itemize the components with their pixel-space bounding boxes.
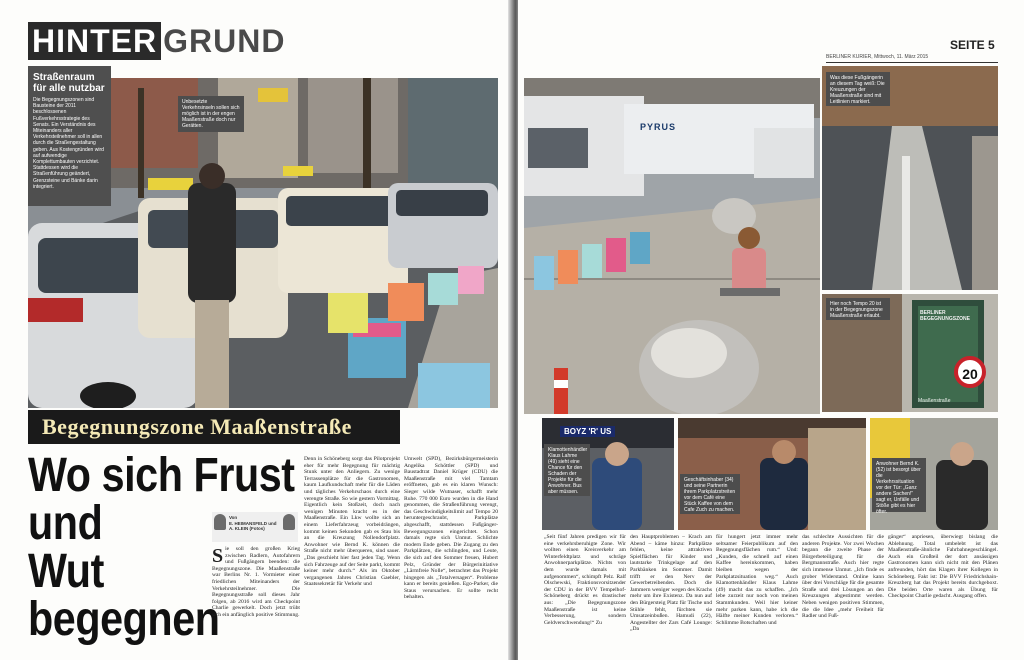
right-column-1: „Seit fünf Jahren predigen wir für eine verkehrsberuhigte Zone. Wir wollten einen Kreisverkehr am Winterfeldtplatz und schräge Anwohnerparkplätze. Nichts von dem wurde damals mit aufgenommen“, schimpft Pelz. Ralf Olschewski, Fraktionsvorsitzender der CDU in der BVV Tempelhof-Schöneberg drückt es drastischer aus: „Die Begegnungszone Maaßenstraße ist keine Verbesserung, sondern Geldverschwendung!“ Zu	[544, 534, 626, 626]
right-column-4: das schlechte Aussichten für die anderen Projekte. Vor zwei Wochen begann die zweite Phase der Bürgerbeteiligung für die Bergmannstraße. Auch hier regte sich immense Unmut. „Ich finde es grober Widerstand. Online kann über drei Vorschläge für die gesamte Straße und drei Lösungen an den Kreuzungen abgestimmt werden. Neben wenigen positiven Stimmen, die die Idee „mehr Freiheit für Radler und Fuß-	[802, 534, 884, 620]
masthead-line: BERLINER KURIER, Mittwoch, 11. März 2015	[826, 54, 929, 60]
kicker-grund: GRUND	[163, 22, 286, 59]
headline-line-1: Wo sich Frust	[28, 449, 295, 502]
kicker-hinter: HINTER	[28, 22, 161, 60]
sign-title: BERLINER BEGEGNUNGSZONE	[920, 310, 971, 322]
caption-top-right: Was diese Fußgängerin an diesem Tag weiß: Die Kreuzungen der Maaßenstraße sind mit Leitlinien markiert.	[826, 72, 890, 106]
truck-brand: PYRUS	[640, 122, 677, 132]
top-rule	[826, 62, 998, 63]
page-number: SEITE 5	[950, 38, 995, 52]
dropcap: S	[212, 546, 224, 567]
byline-authors: E. HEIMANSFELD und A. KLEIN (Fotos)	[229, 521, 277, 532]
byline-von: Von	[229, 515, 238, 520]
shop-sign: BOYZ 'R' US	[560, 426, 615, 437]
caption-cafe: Geschäftsinhaber (34) und seine Partnerin ihrem Parkplatzstreiten vor dem Café eine Stück Kaffee von dem Cafe Zuch zu machen.	[680, 474, 740, 514]
section-label: Begegnungszone Maaßenstraße	[28, 410, 400, 444]
left-column-2: Denn in Schöneberg sorgt das Pilotprojekt eher für mehr Begegnung für mächtig Stunk unter den Anliegern. Zu wenige Terrassenplätze für die Gastronomen, kaum Laufkundschaft mehr für die Läden und tägliches Verkehrschaos durch eine verengte Straße. So wie gestern Vormittag. Eigentlich kein Stoßzeit, doch nach wenigen Minuten kracht es in der Maaßenstraße. Ein Lkw wollte sich an einem Lieferfahrzeug vorbeidrängen, kommt keinen Sekunden gab es Stau bis an die Kreuzung Nollendorfplatz. Anwohner wie Bernd K. können die Straße nicht mehr überqueren, sind sauer. „Das geschieht hier fast jeden Tag. Wenn sich Fahrzeuge auf der Seite parkt, kommt keiner mehr durch.“ Als im Oktober vergangenen Jahres Christian Gaebler, Staatssekretär für Verkehr und	[304, 456, 400, 588]
photo-caption: Unbesetzte Verkehrsinseln sollen sich möglich ist in der engen Maaßenstraße doch nur Gerätten.	[178, 96, 244, 132]
right-column-5: gänger“ anpriesen, überwiegt bislang die Ablehnung. Total umbelebt ist das Maaßenstraße-ähnliche Fahrbahnegeschlängel. Auch ein Großteil der dort ansässigen Gastronomen kann sich nicht mit den Plänen anfreunden, hört das Klagen ihrer Kollegen in Schöneberg. Fakt ist: Die BVV Friedrichshain-Kreuzberg hat das Projekt bereits durchgeboxt. Die beiden Orte waren als Übung für Checkpoint Charlie gedacht. Ausgang offen.	[888, 534, 998, 600]
caption-tempo: Hier noch Tempo 20 ist in der Begegnungszone Maaßenstraße erlaubt.	[826, 298, 890, 320]
sidebox-title: Straßenraum für alle nutzbar	[33, 72, 105, 94]
author-avatar-2	[283, 514, 295, 530]
headline-line-2: und Wut	[28, 497, 104, 598]
sign-speed: 20	[962, 366, 978, 382]
column-1-text: ie soll den großen Krieg zwischen Radlern, Autofahrern und Fußgängern beenden: die Begegnungszone. Die Maaßenstraße war Berlins Nr. 1. Vormieter einer friedlichen Miteinanders der Verkehrsteilnehmer. Die Begegnungsstraße soll dieses Jahr folgen, ab 2016 wird am Checkpoint Charlie gewerkelt. Doch jetzt trübt sich ein anfänglich positive Stimmung.	[212, 546, 300, 618]
sign-street: Maaßenstraße	[918, 398, 951, 404]
author-avatar-1	[214, 514, 226, 530]
left-column-1	[212, 546, 300, 656]
right-column-3: für hungert jetzt immer mehr seltsamer Feierpublikum auf den Begegnungsflächen rum.“ Und: „Kunden, die schnell auf einen Kaffee hereinkommen, haben bleiben wegen der Parkplatzsituation weg.“ Auch Klamottenhändler Klaus Lahme (49) macht das zu schaffen. „Ich lebe zurzeit nur noch von meinen Stammkunden. Weil hier keiner mehr parken kann, habe ich die Hälfte meiner Kunden verloren.“ Schlimme Botschaften und	[716, 534, 798, 626]
section-kicker	[28, 22, 285, 60]
caption-shop: Klamottenhändler Klaus Lahme (49) sieht eine Chance für den Schaden der Projekte für die Anwohner. Bus aber müssen.	[544, 444, 590, 496]
caption-bernd: Anwohner Bernd K. (52) ist besorgt über die Verkehrssituation vor der Tür: „Ganz andere Sachen!“ sagt er, Unfälle und Stöße gibt es hier öfter.	[872, 458, 926, 512]
right-column-2: den Hauptproblemen – Krach am Abend – käme hinzu: Parkplätze fehlen, keine attraktiven Spielflächen für Kinder und lautstarke Trinkgelage auf den Parkbänken im Sommer. Damit trifft er den Nerv der Gewerbetreibenden. Doch die Jammern weniger wegen des Krachs mehr um ihre Existenz. Da nun auf den Bürgersteig Platz für Tische und Stühle fehlt, fürchten sie Umsatzeinbußen. Hamudi (22), Angestellter der Zars Café Lounge: „Da	[630, 534, 712, 633]
info-sidebox	[28, 66, 111, 206]
headline-line-3: begegnen	[28, 593, 220, 646]
left-column-3: Umwelt (SPD), Bezirksbürgermeisterin Angelika Schöttler (SPD) und Baustadtrat Daniel Krüger (CDU) die Maaßenstraße mit viel Tamtam eröffneten, gab es ein klaren Wunsch: Sieger wilde Wutnaser, schafft mehr Ruhe. 770 000 Euro wurden in die Hand genommen, die Straßenführung verengt, das Geschwindigkeitslimit auf Tempo 20 heruntergeschraubt, Parkplätze abgeschafft, stattdessen Fußgänger-Bewegungszonen eingerichtet. Schon damals regte sich Unmut. Schlichte modern Ende geben. Die Zugang zu den Parkplätzen, die schlingden, und Leute, die sich auf den Sommer freuen, Hubert Pelz, Gründer der Bürgerinitiative „Lärmfreie Nolle“, betrachtet das Projekt hingegen als „Totalversagen“. Probleme kann er bereits genießen. Ego-Parker, die Staus verursachen. Er sollte recht behalten.	[404, 456, 498, 601]
sidebox-text: Die Begegnungszonen sind Bausteine der 2011 beschlossenen Fußverkehrsstrategie des Senats. Ein Verständnis des Miteinanders aller Verkehrsteilnehmer soll in allen durch die Straßengestaltung geben. Aus Kostengründen wird auf aufwendige Komplettumbauten verzichtet. Stattdessen wird die Straßenführung geändert, Grenzsteine und Bänke darin integriert.	[33, 97, 104, 190]
byline	[212, 512, 298, 542]
